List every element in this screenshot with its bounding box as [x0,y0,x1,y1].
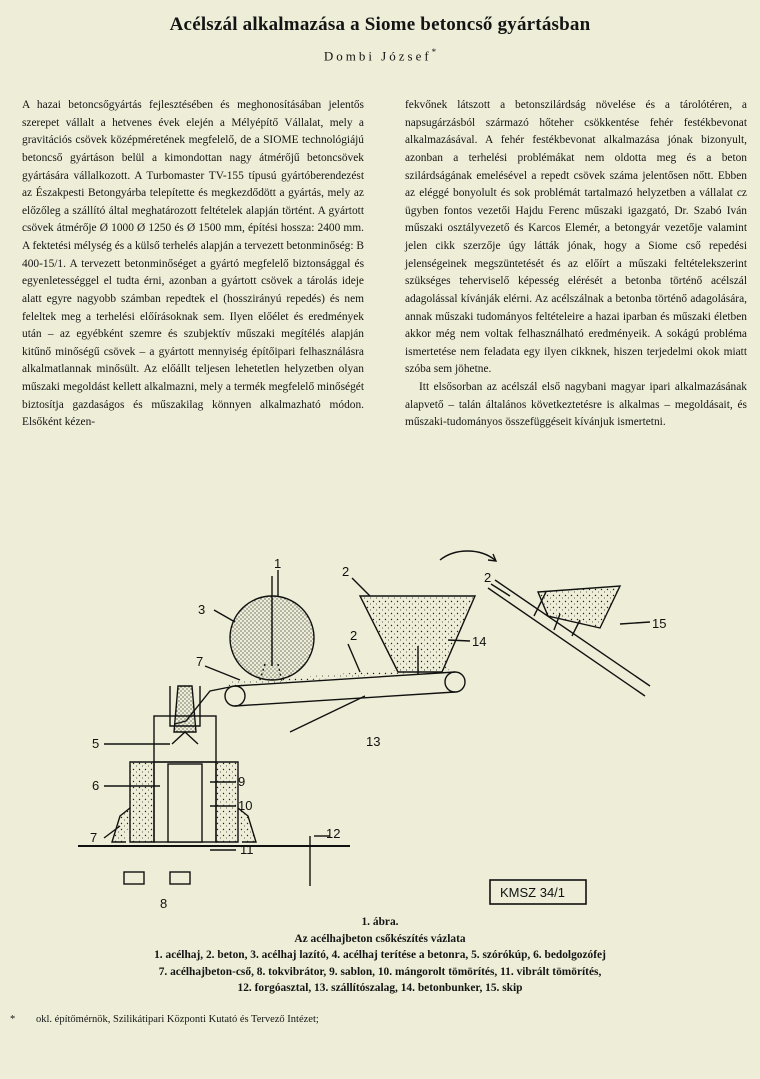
caption-legend-line: 7. acélhajbeton-cső, 8. tokvibrátor, 9. sablon, 10. mángorolt tömörítés, 11. vibrált tömörítés, [158,965,602,978]
label-12: 12 [326,826,341,841]
label-6: 6 [92,778,100,793]
caption-number: 1. ábra. [361,916,399,928]
right-column [405,97,747,432]
caption-legend-line: 1. acélhaj, 2. beton, 3. acélhaj lazító, 4. acélhaj terítése a betonra, 5. szórókúp, 6. bedolgozófej [154,949,606,962]
author-name: Dombi József [323,48,432,64]
article-title: Acélszál alkalmazása a Siome betoncső gyártásban [169,14,591,35]
label-8: 8 [160,896,168,911]
left-paragraph: A hazai betoncsőgyártás fejlesztésében és meghonosításában jelentős szerepet vállalt a hetvenes évek elején a Mélyépítő Vállalat, mely a gravitációs csövek középméretének megfelelő, de a SIOME technológiájú betoncső gyártáson belül a kimondottan nagy átmérőjű betoncsövek gyártására vállalkozott. A Turbomaster TV-155 típusú gyártóberendezést az Északpesti Betongyárba telepítette és megkezdődött a gyártás, mely az előzőleg a szállító által meghatározott feltételek alapján történt. A gyártott csövek átmérője Ø 1000 Ø 1250 és Ø 1500 mm, építési hossza: 2400 mm. A fektetési mélység és a külső terhelés alapján a tervezett betonminőség: B 400-15/1. A tervezett betonminőséget a gyártó megfelelő biztonsággal és egyenletességgel el tudta érni, azonban a gyártott csövek a tárolás ideje alatt egyre nagyobb számban repedtek el (hosszirányú repedés) és nem feleltek meg a terhelési előírásoknak sem. Ilyen előélet és eredmények után – az egyébként szemre és szubjektív műszaki megítélés alapján kitűnő minőségű csövek – a gyártott mennyiség építőipari felhasználásra alkalmatlannak minősült. Az előállt teljesen lehetetlen helyzetben olyan műszaki megoldást kellett alkalmazni, mely a termék megfelelő minőségét biztosítja gazdaságos és műszakilag könnyen alkalmazható módon. Elsőként kézen- [22,99,364,429]
label-7: 7 [196,654,204,669]
label-7: 7 [90,830,98,845]
label-2: 2 [342,564,350,579]
concrete-pipe [130,762,154,842]
footnote-text: okl. építőmérnök, Szilikátipari Központi Kutató és Tervező Intézet; [36,1014,319,1025]
label-2: 2 [484,570,492,585]
label-2: 2 [350,628,358,643]
label-15: 15 [652,616,667,631]
label-3: 3 [198,602,206,617]
author-footnote-mark: * [431,47,437,57]
footnote [10,1013,750,1027]
footnote-mark: * [10,1014,16,1025]
label-11: 11 [240,842,254,857]
label-5: 5 [92,736,100,751]
label-1: 1 [274,556,282,571]
left-column [22,97,364,432]
figure-caption [40,914,720,997]
right-paragraph: Itt elsősorban az acélszál első nagybani magyar ipari alkalmazásának alapvető – talán általános következtetésre is alkalmas – megoldásait, és műszaki-tudományos összefüggéseit kívánjuk ismertetni. [405,381,747,429]
caption-legend-line: 12. forgóasztal, 13. szállítószalag, 14. betonbunker, 15. skip [237,982,523,995]
stamp-text: KMSZ 34/1 [500,885,566,900]
label-14: 14 [472,634,487,649]
label-13: 13 [366,734,381,749]
author [0,47,760,64]
label-10: 10 [238,798,253,813]
pocket-vibrator [124,872,144,884]
caption-title: Az acélhajbeton csőkészítés vázlata [294,932,466,945]
label-9: 9 [238,774,246,789]
right-paragraph: fekvőnek látszott a betonszilárdság növelése és a tárolótéren, a napsugárzásból származó hőteher csökkentése fehér festékbevonat alkalmazásával. A fehér festékbevonat alkalmazása jónak bizonyult, azonban a terhelési problémákat nem oldotta meg és a beton szilárdságának emelésével a repedt csövek száma jelentősen nőtt. Ebben az eléggé bonyolult és sok problémát tartalmazó helyzetben a vállalat cz ügyben fontos vezetői Hajdu Ferenc műszaki igazgató, Dr. Szabó Iván műszaki osztályvezető és Karcos Elemér, a betongyár vezetője valamint jelen cikk szerzője úgy látták jónak, hogy a Siome cső repedési jelenségeinek megszüntetését és az előírt a műszaki feltételekszerint szükséges teherviselő képesség elérését a betonba történő acélszál adagolással kívánják elérni. Az acélszálnak a betonba történő adagolására, annak műszaki tudományos feltételeire a hazai iparban és műszaki életben akkor még nem voltak felhasználható eredményeik. A sokágú probléma ismertetése nem feladata egy ilyen cikknek, hiszen terjedelmi okok miatt szóba sem jöhetne. [405,99,747,376]
process-diagram [60,546,700,911]
